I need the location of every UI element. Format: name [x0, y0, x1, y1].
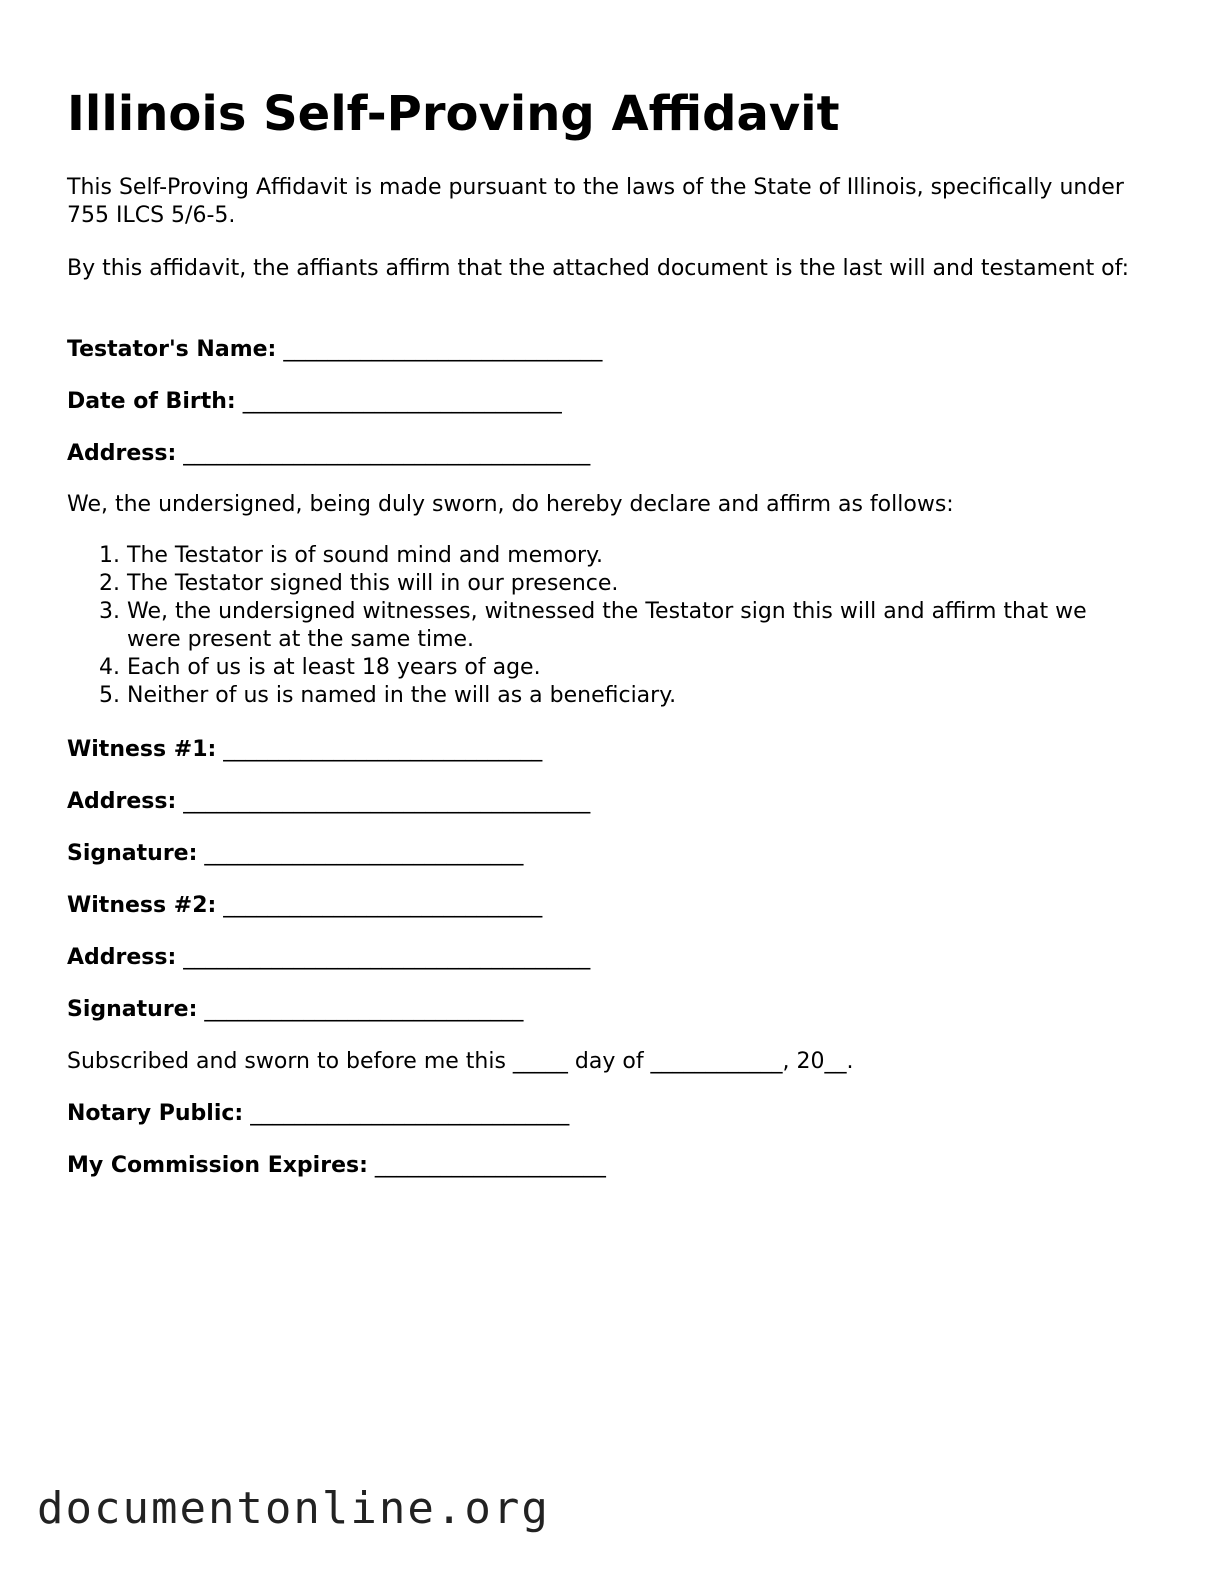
list-item: 2. The Testator signed this will in our presence. [127, 570, 1147, 598]
witness2-address-label: Address: [67, 945, 177, 970]
witness1-signature-label: Signature: [67, 841, 198, 866]
jurat-statement: Subscribed and sworn to before me this _____ day of ____________, 20__. [67, 1049, 854, 1074]
testator-name-blank[interactable]: _____________________________ [283, 337, 603, 362]
witness1-signature-field[interactable] [67, 840, 523, 868]
intro-paragraph: This Self-Proving Affidavit is made pursuant to the laws of the State of Illinois, specifically under 755 ILCS 5/6-5. [67, 175, 1124, 228]
affirmation-paragraph: By this affidavit, the affiants affirm that the attached document is the last will and testament of: [67, 256, 1130, 281]
testator-name-field[interactable] [67, 336, 602, 364]
notary-public-label: Notary Public: [67, 1101, 244, 1126]
testator-address-label: Address: [67, 441, 177, 466]
commission-expires-blank[interactable]: _____________________ [374, 1153, 606, 1178]
date-of-birth-label: Date of Birth: [67, 389, 236, 414]
witness1-name-blank[interactable]: _____________________________ [223, 737, 543, 762]
notary-public-field[interactable] [67, 1100, 569, 1128]
witness1-address-blank[interactable]: _____________________________________ [183, 789, 591, 814]
commission-expires-label: My Commission Expires: [67, 1153, 368, 1178]
declaration-paragraph: We, the undersigned, being duly sworn, do hereby declare and affirm as follows: [67, 492, 954, 517]
list-item: 5. Neither of us is named in the will as a beneficiary. [127, 682, 1147, 710]
witness2-name-label: Witness #2: [67, 893, 217, 918]
list-item: 4. Each of us is at least 18 years of age. [127, 654, 1147, 682]
witness1-address-field[interactable] [67, 788, 590, 816]
affirmation-list [67, 542, 1147, 710]
witness1-signature-blank[interactable]: _____________________________ [204, 841, 524, 866]
witness2-address-blank[interactable]: _____________________________________ [183, 945, 591, 970]
watermark-text: documentonline.org [37, 1483, 550, 1534]
notary-public-blank[interactable]: _____________________________ [250, 1101, 570, 1126]
testator-name-label: Testator's Name: [67, 337, 277, 362]
list-item: 1. The Testator is of sound mind and memory. [127, 542, 1147, 570]
witness1-name-label: Witness #1: [67, 737, 217, 762]
commission-expires-field[interactable] [67, 1152, 606, 1180]
witness2-name-blank[interactable]: _____________________________ [223, 893, 543, 918]
witness2-signature-field[interactable] [67, 996, 523, 1024]
witness2-signature-blank[interactable]: _____________________________ [204, 997, 524, 1022]
witness1-address-label: Address: [67, 789, 177, 814]
witness1-name-field[interactable] [67, 736, 542, 764]
date-of-birth-blank[interactable]: _____________________________ [242, 389, 562, 414]
witness2-address-field[interactable] [67, 944, 590, 972]
witness2-signature-label: Signature: [67, 997, 198, 1022]
document-title: Illinois Self-Proving Affidavit [67, 86, 840, 142]
witness2-name-field[interactable] [67, 892, 542, 920]
list-item: 3. We, the undersigned witnesses, witnessed the Testator sign this will and affirm that we were present at the same time. [127, 598, 1147, 654]
testator-address-blank[interactable]: _____________________________________ [183, 441, 591, 466]
date-of-birth-field[interactable] [67, 388, 562, 416]
testator-address-field[interactable] [67, 440, 590, 468]
